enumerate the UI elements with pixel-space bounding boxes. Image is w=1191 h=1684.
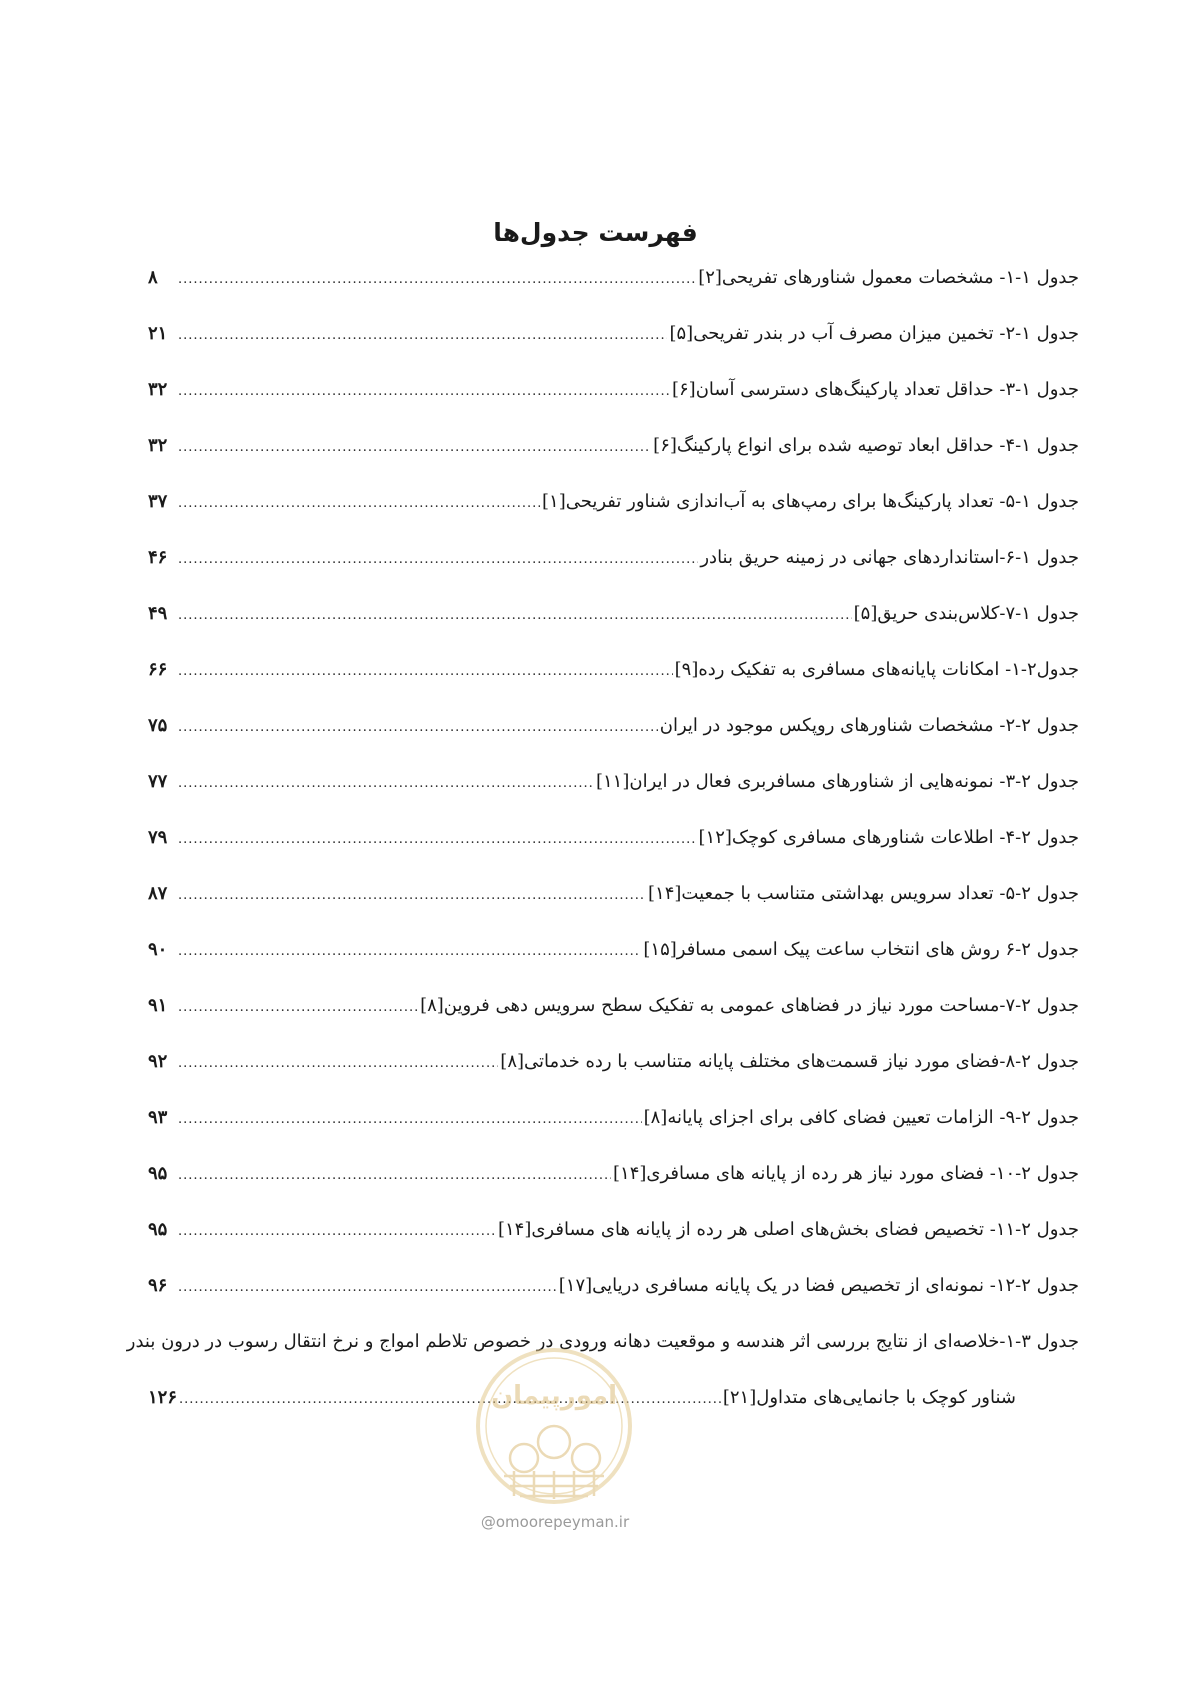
watermark-text: امورپیمان (490, 1381, 618, 1411)
toc-entry-label: جدول ۲-۶ روش های انتخاب ساعت پیک اسمی مسافر[۱۵] (643, 939, 1079, 960)
dot-leader (178, 262, 696, 298)
toc-entry-label: جدول ۱-۲- تخمین میزان مصرف آب در بندر تفریحی[۵] (669, 323, 1079, 344)
dot-leader (178, 374, 670, 410)
toc-entry-label: جدول ۲-۹- الزامات تعیین فضای کافی برای اجزای پایانه[۸] (643, 1107, 1079, 1128)
dot-leader (178, 318, 667, 354)
toc-page-number: ۷۷ (148, 771, 168, 792)
dot-leader (178, 766, 594, 802)
dot-leader (178, 1270, 557, 1306)
toc-entry[interactable] (148, 540, 1079, 576)
dot-leader (178, 1158, 611, 1194)
toc-entry-label: جدول ۱-۵- تعداد پارکینگ‌ها برای رمپ‌های به آب‌اندازی شناور تفریحی[۱] (542, 491, 1079, 512)
page-title: فهرست جدول‌ها (493, 218, 698, 247)
toc-entry[interactable] (148, 764, 1079, 800)
toc-entry[interactable] (148, 372, 1079, 408)
toc-page-number: ۴۹ (148, 603, 168, 624)
toc-page-number: ۲۱ (148, 323, 168, 344)
toc-entry[interactable] (148, 652, 1079, 688)
dot-leader (178, 878, 646, 914)
toc-page-number: ۹۶ (148, 1275, 168, 1296)
watermark-logo (474, 1346, 634, 1506)
toc-entry[interactable] (148, 428, 1079, 464)
toc-entry[interactable] (148, 1156, 1079, 1192)
watermark-caption: @omoorepeyman.ir (480, 1513, 630, 1531)
dot-leader (178, 710, 658, 746)
toc-entry[interactable] (148, 1268, 1079, 1304)
dot-leader (178, 654, 673, 690)
toc-page-number: ۹۳ (148, 1107, 168, 1128)
toc-entry[interactable] (148, 596, 1079, 632)
toc-entry[interactable] (148, 708, 1079, 744)
toc-entry-label: جدول ۱-۷-کلاس‌بندی حریق[۵] (853, 603, 1079, 624)
toc-page-number: ۸ (148, 267, 158, 288)
toc-entry[interactable] (148, 316, 1079, 352)
toc-page-number: ۹۱ (148, 995, 168, 1016)
toc-entry[interactable] (148, 932, 1079, 968)
toc-entry-label: جدول ۱-۳- حداقل تعداد پارکینگ‌های دسترسی آسان[۶] (671, 379, 1079, 400)
toc-page-number: ۴۶ (148, 547, 168, 568)
toc-entry[interactable] (148, 1044, 1079, 1080)
toc-entry-label: جدول ۱-۴- حداقل ابعاد توصیه شده برای انواع پارکینگ[۶] (653, 435, 1079, 456)
toc-entry[interactable] (148, 876, 1079, 912)
dot-leader (179, 1382, 721, 1418)
toc-page-number: ۳۲ (148, 435, 168, 456)
dot-leader (178, 598, 852, 634)
toc-entry[interactable] (148, 820, 1079, 856)
toc-entry-label: جدول ۲-۳- نمونه‌هایی از شناورهای مسافربری فعال در ایران[۱۱] (595, 771, 1079, 792)
toc-page-number: ۹۲ (148, 1051, 168, 1072)
toc-entry-label: جدول ۳-۱-خلاصه‌ای از نتایج بررسی اثر هندسه و موقعیت دهانه ورودی در خصوص تلاطم امواج و نرخ انتقال رسوب در درون بندر (126, 1331, 1079, 1352)
toc-page-number: ۹۵ (148, 1219, 168, 1240)
dot-leader (178, 990, 418, 1026)
dot-leader (178, 1102, 642, 1138)
toc-entry-label: جدول ۲-۱۲- نمونه‌ای از تخصیص فضا در یک پایانه مسافری دریایی[۱۷] (558, 1275, 1079, 1296)
dot-leader (178, 542, 698, 578)
toc-entry[interactable] (148, 1212, 1079, 1248)
toc-entry[interactable] (148, 1100, 1079, 1136)
toc-entry-label: جدول۲-۱- امکانات پایانه‌های مسافری به تفکیک رده[۹] (674, 659, 1079, 680)
toc-page-number: ۶۶ (148, 659, 168, 680)
toc-page-number: ۷۹ (148, 827, 168, 848)
toc-entry[interactable] (148, 260, 1079, 296)
toc-page-number: ۹۵ (148, 1163, 168, 1184)
toc-page-number: ۸۷ (148, 883, 168, 904)
dot-leader (178, 1214, 496, 1250)
toc-page-number: ۹۰ (148, 939, 168, 960)
toc-entry-label: جدول ۲-۲- مشخصات شناورهای روپکس موجود در ایران (659, 715, 1079, 736)
dot-leader (178, 1046, 498, 1082)
dot-leader (178, 486, 540, 522)
toc-entry-label: جدول ۲-۱۰- فضای مورد نیاز هر رده از پایانه های مسافری[۱۴] (613, 1163, 1079, 1184)
toc-entry-label: جدول ۲-۷-مساحت مورد نیاز در فضاهای عمومی به تفکیک سطح سرویس دهی فروین[۸] (420, 995, 1079, 1016)
toc-entry-label: جدول ۱-۶-استانداردهای جهانی در زمینه حریق بنادر (700, 547, 1079, 568)
toc-page-number: ۱۲۶ (148, 1387, 178, 1408)
toc-entry[interactable] (148, 484, 1079, 520)
toc-page-number: ۳۲ (148, 379, 168, 400)
dot-leader (178, 934, 641, 970)
dot-leader (178, 430, 651, 466)
toc-entry-label: جدول ۲-۱۱- تخصیص فضای بخش‌های اصلی هر رده از پایانه های مسافری[۱۴] (497, 1219, 1079, 1240)
toc-entry-label: جدول ۲-۸-فضای مورد نیاز قسمت‌های مختلف پایانه متناسب با رده خدماتی[۸] (500, 1051, 1079, 1072)
toc-page-number: ۳۷ (148, 491, 168, 512)
toc-entry-label: شناور کوچک با جانمایی‌های متداول[۲۱] (722, 1387, 1016, 1408)
toc-entry-label: جدول ۲-۵- تعداد سرویس بهداشتی متناسب با جمعیت[۱۴] (648, 883, 1079, 904)
dot-leader (178, 822, 697, 858)
toc-entry-label: جدول ۲-۴- اطلاعات شناورهای مسافری کوچک[۱۲] (698, 827, 1079, 848)
toc-entry-label: جدول ۱-۱- مشخصات معمول شناورهای تفریحی[۲] (698, 267, 1079, 288)
toc-entry[interactable] (148, 988, 1079, 1024)
toc-page-number: ۷۵ (148, 715, 168, 736)
